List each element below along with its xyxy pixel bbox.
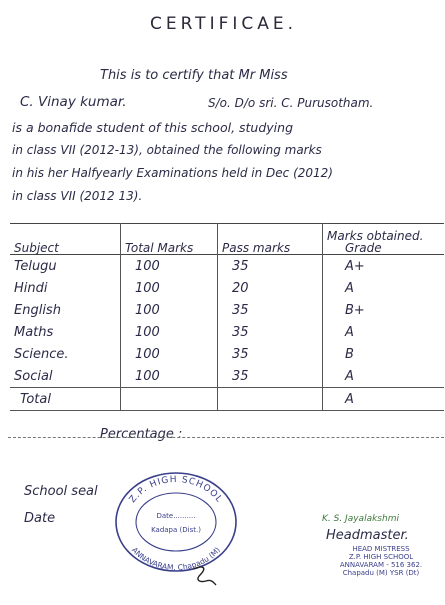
subject-cell: English [14,302,61,318]
grade-cell: B [323,343,445,365]
table-row [10,321,444,343]
percentage-divider [8,437,444,438]
header-grade: Grade [345,241,382,255]
hm-stamp-line2: Z.P. HIGH SCHOOL [348,553,414,561]
pass-cell: 35 [218,321,323,343]
marks-table [10,223,444,411]
total-grade: A [323,388,445,411]
table-row [10,365,444,388]
hm-stamp-line4: Chapadu (M) YSR (Dt) [342,569,420,577]
certificate-title: CERTIFICAE. [150,14,298,34]
headmaster-label: Headmaster. [326,528,409,543]
total-cell-empty [121,388,218,411]
pass-cell: 35 [218,343,323,365]
total-cell: 100 [121,255,218,278]
parent-name: S/o. D/o sri. C. Purusotham. [208,96,374,110]
class-year-line: in class VII (2012 13). [12,189,143,203]
subject-cell: Science. [14,346,69,362]
table-row [10,255,444,278]
stamp-district: Kadapa (Dist.) [151,526,201,534]
date-label: Date [24,511,56,526]
table-row [10,299,444,321]
pass-cell: 35 [218,255,323,278]
total-label: Total [20,391,51,407]
stamp-date-field: Date.......... [156,512,196,520]
stamp-outer-ring [116,473,236,571]
total-cell: 100 [121,365,218,388]
header-total-marks: Total Marks [121,224,218,255]
subject-cell: Social [14,368,53,384]
pass-cell: 20 [218,277,323,299]
total-cell: 100 [121,343,218,365]
marks-table-header [10,224,444,255]
hm-stamp [322,545,440,577]
date-scribble [190,563,220,589]
total-cell: 100 [121,299,218,321]
grade-cell: A [323,321,445,343]
header-obtained-text: Marks obtained. [327,229,424,243]
grade-cell: A [323,277,445,299]
percentage-label: Percentage : [100,427,183,442]
header-marks-obtained [323,224,445,255]
total-row [10,388,444,411]
hm-signature: K. S. Jayalakshmi [322,514,399,524]
stamp-bottom-text: ANNAVARAM, Chapadu (M) [130,545,222,573]
stamp-inner-ring [136,493,216,551]
exam-line: in his her Halfyearly Examinations held in Dec (2012) [12,166,333,180]
total-cell: 100 [121,321,218,343]
grade-cell: B+ [323,299,445,321]
subject-cell: Hindi [14,280,48,296]
grade-cell: A+ [323,255,445,278]
bonafide-line: is a bonafide student of this school, studying [12,120,294,135]
hm-stamp-line1: HEAD MISTRESS [352,545,410,553]
pass-cell-empty [218,388,323,411]
student-name: C. Vinay kumar. [20,94,127,110]
table-row [10,277,444,299]
total-cell: 100 [121,277,218,299]
header-pass-marks: Pass marks [218,224,323,255]
school-seal-label: School seal [24,484,98,499]
header-subject: Subject [14,241,59,255]
school-stamp [113,470,239,574]
intro-line: This is to certify that Mr Miss [100,68,288,83]
subject-cell: Telugu [14,258,57,274]
stamp-top-text: Z.P. HIGH SCHOOL [127,474,225,506]
grade-cell: A [323,365,445,388]
pass-cell: 35 [218,365,323,388]
class-line: in class VII (2012-13), obtained the following marks [12,143,322,157]
hm-stamp-line3: ANNAVARAM - 516 362. [339,561,423,569]
table-row [10,343,444,365]
pass-cell: 35 [218,299,323,321]
subject-cell: Maths [14,324,54,340]
